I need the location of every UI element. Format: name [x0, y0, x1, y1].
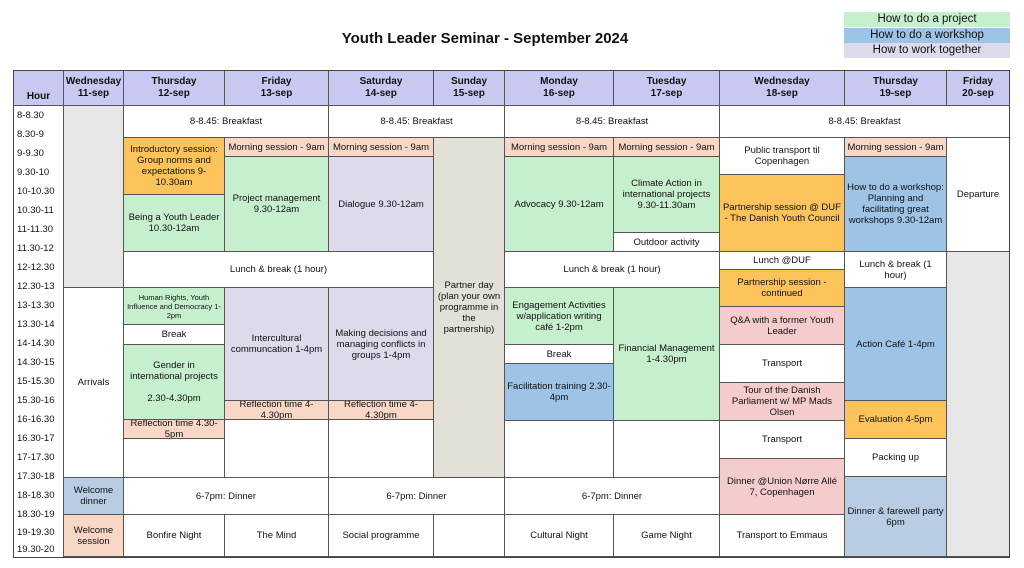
- fri20-empty: [947, 252, 1009, 557]
- tue17-outdoor: Outdoor activity: [614, 233, 720, 252]
- day-date: 13-sep: [260, 88, 293, 99]
- breakfast-sat: 8-8.45: Breakfast: [329, 106, 505, 138]
- sat14-dialogue: Dialogue 9.30-12am: [329, 157, 434, 252]
- thu12-human-rights: Human Rights, Youth Influence and Democracy 1-2pm: [124, 288, 225, 325]
- wed11-empty-morning: [64, 106, 124, 288]
- dinner-sat-sun: 6-7pm: Dinner: [329, 478, 505, 515]
- mon16-engagement: Engagement Activities w/application writing café 1-2pm: [505, 288, 614, 345]
- hour-label: 17.30-18: [14, 467, 64, 486]
- legend-work-together: How to work together: [844, 43, 1010, 58]
- wed18-tour: Tour of the Danish Parliament w/ MP Mads Olsen: [720, 383, 845, 421]
- sat14-conflicts: Making decisions and managing conflicts in groups 1-4pm: [329, 288, 434, 401]
- hour-label: 13.30-14: [14, 315, 64, 334]
- wed18-transport-emmaus: Transport to Emmaus: [720, 515, 845, 557]
- hour-label: 12.30-13: [14, 277, 64, 296]
- thu12-bonfire: Bonfire Night: [124, 515, 225, 557]
- thu19-action-cafe: Action Café 1-4pm: [845, 288, 947, 401]
- lunch-thu-sat: Lunch & break (1 hour): [124, 252, 434, 288]
- hour-label: 11.30-12: [14, 239, 64, 258]
- thu19-evaluation: Evaluation 4-5pm: [845, 401, 947, 439]
- mon16-facilitation: Facilitation training 2.30-4pm: [505, 364, 614, 421]
- day-date: 19-sep: [879, 88, 912, 99]
- day-name: Monday: [540, 76, 578, 87]
- day-date: 16-sep: [543, 88, 575, 99]
- day-name: Friday: [261, 76, 292, 87]
- sun15-partner-day: Partner day (plan your own programme in the partnership): [434, 138, 505, 478]
- thu19-packing: Packing up: [845, 439, 947, 477]
- thu19-morning: Morning session - 9am: [845, 138, 947, 157]
- sat14-social: Social programme: [329, 515, 434, 557]
- day-date: 17-sep: [650, 88, 683, 99]
- page-title: Youth Leader Seminar - September 2024: [341, 30, 629, 47]
- day-date: 11-sep: [77, 88, 110, 99]
- hour-label: 19-19.30: [14, 524, 64, 541]
- thu19-lunch: Lunch & break (1 hour): [845, 252, 947, 288]
- hour-label: 16-16.30: [14, 410, 64, 429]
- tue17-empty: [614, 421, 720, 478]
- wed18-transport: Public transport til Copenhagen: [720, 138, 845, 175]
- wed18-qa: Q&A with a former Youth Leader: [720, 307, 845, 345]
- wed11-welcome-dinner: Welcome dinner: [64, 478, 124, 515]
- hour-label: 8-8.30: [14, 106, 64, 125]
- hour-label: 10.30-11: [14, 201, 64, 220]
- legend-workshop: How to do a workshop: [844, 28, 1010, 43]
- hour-label: 14-14.30: [14, 334, 64, 353]
- tue17-morning: Morning session - 9am: [614, 138, 720, 157]
- mon16-empty: [505, 421, 614, 478]
- day-header-sat-14: [329, 71, 434, 106]
- day-date: 20-sep: [962, 88, 994, 99]
- wed18-partnership-continued: Partnership session - continued: [720, 270, 845, 307]
- day-header-fri-13: [225, 71, 329, 106]
- day-header-thu-19: [845, 71, 947, 106]
- day-name: Thursday: [872, 76, 918, 87]
- hour-label: 12-12.30: [14, 258, 64, 277]
- hour-label: 16.30-17: [14, 429, 64, 448]
- thu19-farewell-dinner: Dinner & farewell party 6pm: [845, 477, 947, 557]
- hour-label: 11-11.30: [14, 220, 64, 239]
- dinner-thu-fri: 6-7pm: Dinner: [124, 478, 329, 515]
- hour-header: Hour: [14, 71, 64, 106]
- day-header-tue-17: [614, 71, 720, 106]
- thu12-break: Break: [124, 325, 225, 345]
- fri13-intercultural: Intercultural communcation 1-4pm: [225, 288, 329, 401]
- thu19-workshop: How to do a workshop: Planning and facilitating great workshops 9.30-12am: [845, 157, 947, 252]
- tue17-game: Game Night: [614, 515, 720, 557]
- day-header-fri-20: [947, 71, 1009, 106]
- dinner-mon-tue: 6-7pm: Dinner: [505, 478, 720, 515]
- hour-label: 15.30-16: [14, 391, 64, 410]
- day-date: 18-sep: [766, 88, 798, 99]
- hour-label: 9-9.30: [14, 144, 64, 163]
- day-date: 14-sep: [365, 88, 397, 99]
- thu12-gender: Gender in international projects 2.30-4.30pm: [124, 345, 225, 420]
- mon16-cultural: Cultural Night: [505, 515, 614, 557]
- day-name: Tuesday: [646, 76, 687, 87]
- thu12-intro-session: Introductory session: Group norms and expectations 9-10.30am: [124, 138, 225, 195]
- wed18-partnership: Partnership session @ DUF - The Danish Youth Council: [720, 175, 845, 252]
- fri13-reflection: Reflection time 4-4.30pm: [225, 401, 329, 420]
- schedule-grid: [13, 70, 1010, 558]
- day-name: Wednesday: [754, 76, 810, 87]
- day-name: Sunday: [450, 76, 488, 87]
- day-date: 15-sep: [453, 88, 485, 99]
- breakfast-wed-fri: 8-8.45: Breakfast: [720, 106, 1009, 138]
- thu12-reflection: Reflection time 4.30-5pm: [124, 420, 225, 439]
- thu12-empty: [124, 439, 225, 478]
- day-name: Thursday: [151, 76, 197, 87]
- sun15-empty-evening: [434, 515, 505, 557]
- day-header-thu-12: [124, 71, 225, 106]
- mon16-advocacy: Advocacy 9.30-12am: [505, 157, 614, 252]
- fri13-morning: Morning session - 9am: [225, 138, 329, 157]
- hour-label: 9.30-10: [14, 163, 64, 182]
- wed11-welcome-session: Welcome session: [64, 515, 124, 557]
- day-name: Wednesday: [65, 76, 122, 87]
- day-header-sun-15: [434, 71, 505, 106]
- day-header-mon-16: [505, 71, 614, 106]
- day-name: Friday: [962, 76, 993, 87]
- hour-label: 17-17.30: [14, 448, 64, 467]
- tue17-climate: Climate Action in international projects 9.30-11.30am: [614, 157, 720, 233]
- wed11-arrivals: Arrivals: [64, 288, 124, 478]
- fri13-project-mgmt: Project management 9.30-12am: [225, 157, 329, 252]
- legend-project: How to do a project: [844, 12, 1010, 27]
- hour-label: 18-18.30: [14, 486, 64, 505]
- breakfast-mon-tue: 8-8.45: Breakfast: [505, 106, 720, 138]
- hour-label: 8.30-9: [14, 125, 64, 144]
- wed18-lunch: Lunch @DUF: [720, 252, 845, 270]
- day-header-wed-18: [720, 71, 845, 106]
- fri13-empty: [225, 420, 329, 478]
- sat14-morning: Morning session - 9am: [329, 138, 434, 157]
- fri13-the-mind: The Mind: [225, 515, 329, 557]
- hour-label: 15-15.30: [14, 372, 64, 391]
- thu12-youth-leader: Being a Youth Leader 10.30-12am: [124, 195, 225, 252]
- hour-label: 10-10.30: [14, 182, 64, 201]
- fri20-departure: Departure: [947, 138, 1009, 252]
- wed18-transport3: Transport: [720, 421, 845, 459]
- sat14-empty: [329, 420, 434, 478]
- day-header-wed-11: [64, 71, 124, 106]
- wed18-dinner: Dinner @Union Nørre Allé 7, Copenhagen: [720, 459, 845, 515]
- day-date: 12-sep: [158, 88, 190, 99]
- tue17-financial: Financial Management 1-4.30pm: [614, 288, 720, 421]
- lunch-mon-tue: Lunch & break (1 hour): [505, 252, 720, 288]
- hour-label: 19.30-20: [14, 541, 64, 557]
- hour-label: 13-13.30: [14, 296, 64, 315]
- hour-label: 14.30-15: [14, 353, 64, 372]
- mon16-morning: Morning session - 9am: [505, 138, 614, 157]
- wed18-transport2: Transport: [720, 345, 845, 383]
- sat14-reflection: Reflection time 4-4.30pm: [329, 401, 434, 420]
- day-name: Saturday: [359, 76, 403, 87]
- hour-label: 18.30-19: [14, 505, 64, 524]
- mon16-break: Break: [505, 345, 614, 364]
- breakfast-thu-fri: 8-8.45: Breakfast: [124, 106, 329, 138]
